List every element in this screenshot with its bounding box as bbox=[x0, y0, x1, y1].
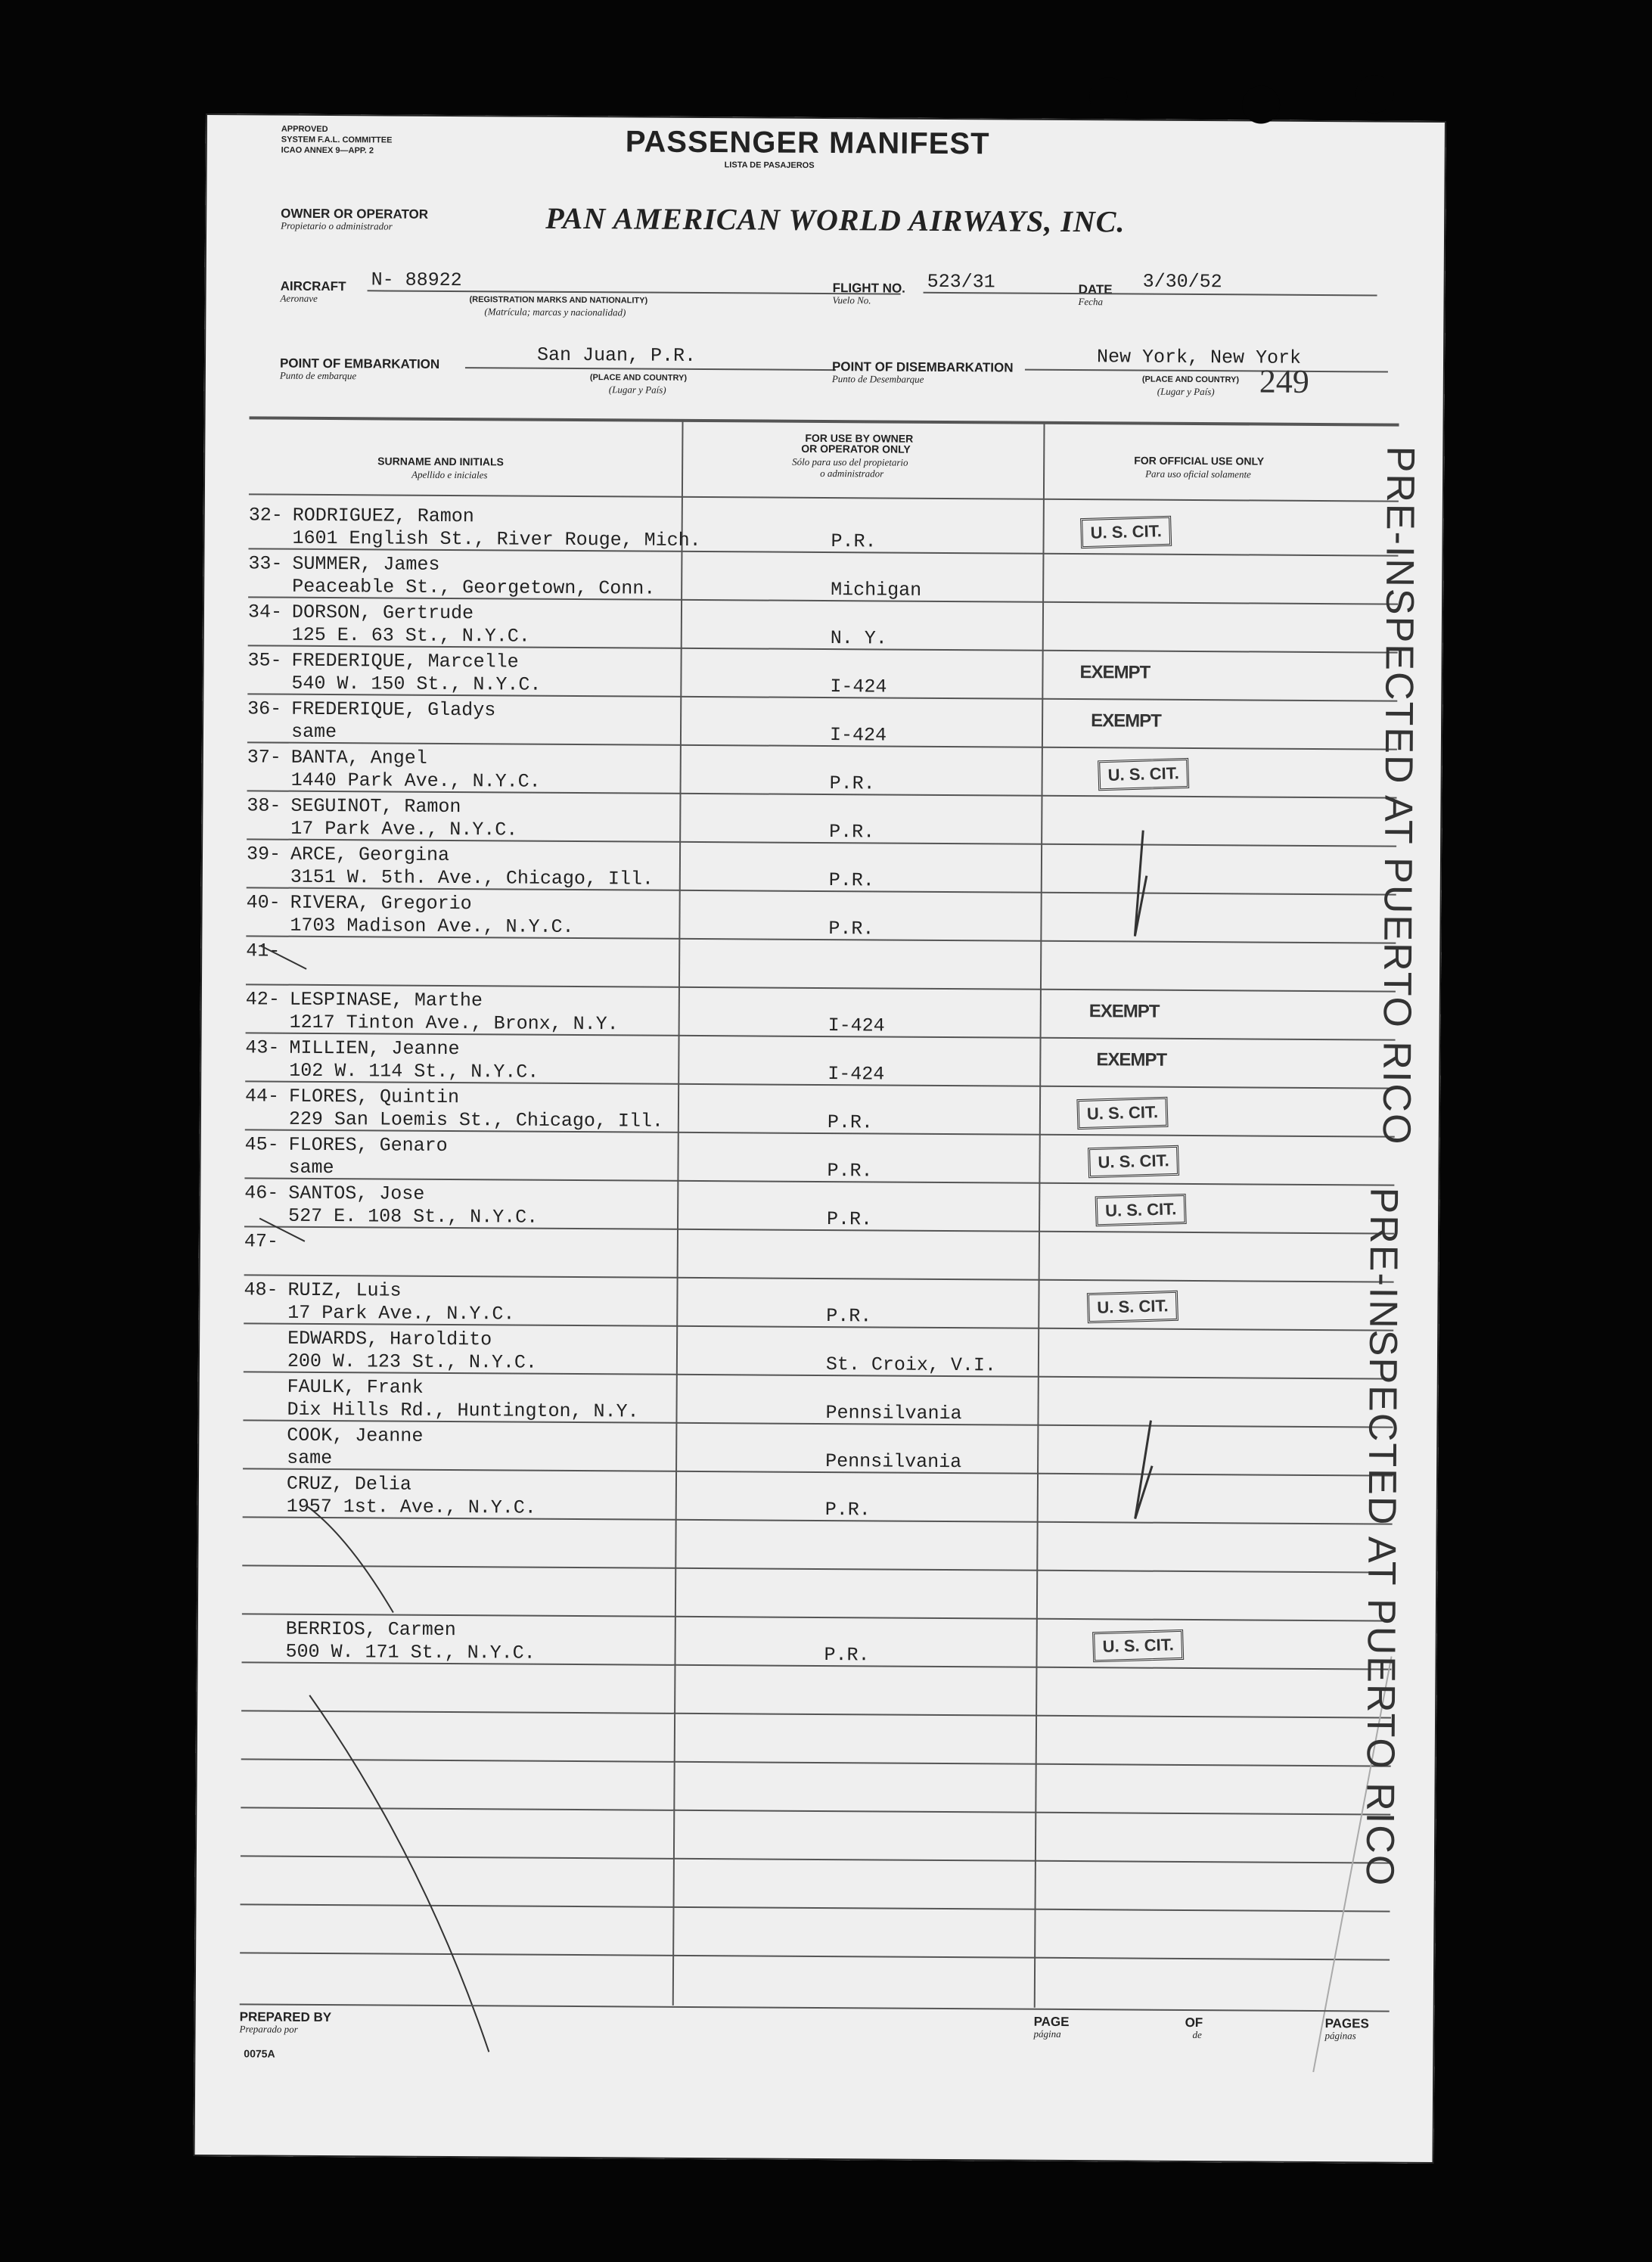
passenger-number: 32- bbox=[248, 504, 283, 527]
passenger-number: 48- bbox=[244, 1279, 278, 1301]
us-citizen-stamp: U. S. CIT. bbox=[1098, 758, 1189, 791]
prepared-by-label: PREPARED BY bbox=[239, 2009, 332, 2025]
column-header-owner: OR OPERATOR ONLY bbox=[801, 442, 911, 455]
passenger-address: 1703 Madison Ave., N.Y.C. bbox=[290, 914, 574, 938]
owner-use-entry: I-424 bbox=[828, 1063, 885, 1086]
column-header-official: FOR OFFICIAL USE ONLY bbox=[1134, 454, 1265, 468]
passenger-name: COOK, Jeanne bbox=[287, 1424, 424, 1447]
owner-use-entry: P.R. bbox=[829, 772, 875, 795]
column-header-surname-es: Apellido e iniciales bbox=[411, 468, 488, 481]
passenger-name: FLORES, Genaro bbox=[288, 1133, 448, 1157]
passenger-name: RODRIGUEZ, Ramon bbox=[292, 504, 474, 528]
passenger-address: same bbox=[287, 1446, 333, 1470]
passenger-name: FREDERIQUE, Gladys bbox=[291, 698, 496, 722]
aircraft-label-es: Aeronave bbox=[280, 292, 318, 304]
place-note: (PLACE AND COUNTRY) bbox=[1141, 374, 1240, 385]
passenger-address: 527 E. 108 St., N.Y.C. bbox=[288, 1204, 539, 1229]
passenger-address: 3151 W. 5th. Ave., Chicago, Ill. bbox=[290, 865, 654, 890]
passenger-address: 500 W. 171 St., N.Y.C. bbox=[285, 1640, 536, 1664]
passenger-number: 34- bbox=[247, 601, 283, 623]
passenger-number: 43- bbox=[245, 1036, 280, 1059]
passenger-name: LESPINASE, Marthe bbox=[289, 988, 483, 1012]
manifest-page bbox=[194, 113, 1446, 2164]
owner-use-entry: P.R. bbox=[826, 1208, 873, 1231]
us-citizen-stamp: U. S. CIT. bbox=[1076, 1097, 1168, 1129]
exempt-stamp: EXEMPT bbox=[1088, 1001, 1160, 1022]
us-citizen-stamp: U. S. CIT. bbox=[1087, 1291, 1178, 1323]
passenger-address: 229 San Loemis St., Chicago, Ill. bbox=[288, 1108, 664, 1133]
form-number: 0075A bbox=[244, 2047, 275, 2060]
owner-use-entry: P.R. bbox=[829, 821, 875, 844]
owner-use-entry: Pennsilvania bbox=[825, 1450, 962, 1474]
date-label-es: Fecha bbox=[1078, 296, 1104, 308]
owner-use-entry: I-424 bbox=[830, 676, 887, 698]
us-citizen-stamp: U. S. CIT. bbox=[1088, 1145, 1179, 1178]
passenger-number: 36- bbox=[247, 698, 282, 720]
of-label: OF bbox=[1185, 2015, 1203, 2031]
punch-hole bbox=[1242, 85, 1280, 123]
owner-use-entry: P.R. bbox=[828, 918, 874, 940]
owner-label-es: Propietario o administrador bbox=[281, 219, 393, 232]
passenger-address: same bbox=[290, 720, 337, 744]
us-citizen-stamp: U. S. CIT. bbox=[1080, 516, 1172, 548]
column-header-owner: FOR USE BY OWNER bbox=[805, 431, 914, 445]
passenger-address: 102 W. 114 St., N.Y.C. bbox=[289, 1059, 539, 1083]
embark-label: POINT OF EMBARKATION bbox=[279, 356, 440, 371]
passenger-name: ARCE, Georgina bbox=[290, 843, 450, 866]
passenger-address: 540 W. 150 St., N.Y.C. bbox=[291, 672, 542, 696]
owner-use-entry: I-424 bbox=[828, 1014, 885, 1037]
owner-value: PAN AMERICAN WORLD AIRWAYS, INC. bbox=[545, 200, 1126, 239]
passenger-address: 17 Park Ave., N.Y.C. bbox=[290, 817, 518, 841]
passenger-address: Dix Hills Rd., Huntington, N.Y. bbox=[287, 1398, 639, 1423]
owner-use-entry: I-424 bbox=[829, 724, 887, 747]
side-stamp: PRE-INSPECTED AT PUERTO RICO bbox=[1374, 446, 1423, 1146]
owner-use-entry: St. Croix, V.I. bbox=[825, 1353, 997, 1377]
disembark-label-es: Punto de Desembarque bbox=[831, 373, 924, 385]
owner-use-entry: P.R. bbox=[824, 1499, 871, 1521]
exempt-stamp: EXEMPT bbox=[1079, 662, 1150, 683]
us-citizen-stamp: U. S. CIT. bbox=[1092, 1630, 1184, 1662]
passenger-number: 44- bbox=[244, 1085, 280, 1108]
passenger-address: 17 Park Ave., N.Y.C. bbox=[287, 1301, 515, 1325]
place-note-es: (Lugar y País) bbox=[1157, 385, 1215, 398]
passenger-number: 47- bbox=[244, 1230, 278, 1253]
embark-value: San Juan, P.R. bbox=[536, 343, 697, 367]
owner-use-entry: P.R. bbox=[828, 869, 874, 892]
page-label: PAGE bbox=[1033, 2014, 1070, 2030]
column-header-surname: SURNAME AND INITIALS bbox=[377, 455, 504, 468]
owner-use-entry: Pennsilvania bbox=[825, 1402, 962, 1425]
page-title: PASSENGER MANIFEST bbox=[625, 125, 990, 161]
us-citizen-stamp: U. S. CIT. bbox=[1095, 1194, 1187, 1226]
passenger-name: MILLIEN, Jeanne bbox=[289, 1036, 460, 1061]
passenger-name: EDWARDS, Haroldito bbox=[287, 1327, 492, 1351]
owner-use-entry: Michigan bbox=[831, 579, 922, 601]
passenger-number: 42- bbox=[245, 988, 280, 1011]
column-header-owner-es: Sólo para uso del propietario bbox=[792, 455, 908, 468]
passenger-number: 33- bbox=[248, 552, 283, 575]
of-label-es: de bbox=[1192, 2029, 1202, 2041]
date-value: 3/30/52 bbox=[1142, 270, 1222, 294]
passenger-name: SUMMER, James bbox=[292, 552, 440, 576]
aircraft-label: AIRCRAFT bbox=[280, 278, 346, 294]
aircraft-note-es: (Matrícula; marcas y nacionalidad) bbox=[484, 306, 626, 318]
pages-label: PAGES bbox=[1324, 2016, 1369, 2031]
owner-use-entry: P.R. bbox=[827, 1160, 873, 1182]
passenger-address: Peaceable St., Georgetown, Conn. bbox=[292, 575, 656, 600]
passenger-address: same bbox=[288, 1156, 334, 1179]
passenger-number: 45- bbox=[244, 1133, 279, 1156]
passenger-name: RUIZ, Luis bbox=[287, 1279, 402, 1302]
approval-line: SYSTEM F.A.L. COMMITTEE bbox=[281, 135, 393, 145]
column-header-owner-es: o administrador bbox=[820, 467, 884, 480]
passenger-name: CRUZ, Delia bbox=[286, 1472, 412, 1496]
passenger-number: 37- bbox=[247, 746, 281, 769]
passenger-number: 35- bbox=[247, 649, 282, 672]
passenger-address: 1957 1st. Ave., N.Y.C. bbox=[286, 1495, 536, 1519]
page-title-es: LISTA DE PASAJEROS bbox=[724, 160, 815, 170]
disembark-value: New York, New York bbox=[1096, 346, 1302, 369]
passenger-name: DORSON, Gertrude bbox=[291, 601, 474, 625]
passenger-address: 1217 Tinton Ave., Bronx, N.Y. bbox=[289, 1011, 619, 1036]
owner-use-entry: P.R. bbox=[827, 1111, 873, 1134]
approval-line: ICAO ANNEX 9—APP. 2 bbox=[281, 145, 374, 156]
owner-use-entry: P.R. bbox=[831, 530, 877, 553]
flight-value: 523/31 bbox=[927, 270, 995, 294]
owner-use-entry: P.R. bbox=[824, 1644, 870, 1667]
aircraft-note: (REGISTRATION MARKS AND NATIONALITY) bbox=[469, 295, 648, 306]
exempt-stamp: EXEMPT bbox=[1091, 710, 1161, 732]
passenger-name: FLORES, Quintin bbox=[288, 1085, 460, 1109]
passenger-number: 40- bbox=[246, 891, 281, 914]
owner-use-entry: P.R. bbox=[826, 1305, 872, 1328]
passenger-name: SEGUINOT, Ramon bbox=[290, 794, 461, 819]
passenger-name: FREDERIQUE, Marcelle bbox=[291, 649, 519, 673]
pages-label-es: páginas bbox=[1324, 2030, 1356, 2042]
passenger-name: FAULK, Frank bbox=[287, 1375, 424, 1399]
page-number: 249 bbox=[1259, 362, 1310, 400]
date-label: DATE bbox=[1078, 282, 1113, 297]
approval-line: APPROVED bbox=[281, 124, 328, 134]
passenger-number: 46- bbox=[244, 1182, 279, 1204]
aircraft-value: N- 88922 bbox=[371, 269, 462, 292]
passenger-number: 39- bbox=[246, 843, 281, 865]
flight-label: FLIGHT NO. bbox=[832, 281, 905, 296]
page-label-es: página bbox=[1033, 2027, 1061, 2040]
passenger-name: BERRIOS, Carmen bbox=[285, 1617, 456, 1642]
passenger-address: 1440 Park Ave., N.Y.C. bbox=[290, 769, 541, 793]
passenger-address: 200 W. 123 St., N.Y.C. bbox=[287, 1350, 538, 1374]
column-header-official-es: Para uso oficial solamente bbox=[1145, 468, 1251, 480]
punch-hole bbox=[1089, 77, 1127, 115]
pen-marks bbox=[194, 113, 1446, 2164]
passenger-address: 125 E. 63 St., N.Y.C. bbox=[291, 623, 530, 648]
flight-label-es: Vuelo No. bbox=[832, 294, 871, 306]
owner-label: OWNER OR OPERATOR bbox=[281, 206, 429, 222]
side-stamp: PRE-INSPECTED AT PUERTO RICO bbox=[1357, 1187, 1406, 1888]
passenger-number: 38- bbox=[247, 794, 281, 817]
passenger-name: RIVERA, Gregorio bbox=[290, 891, 472, 915]
passenger-address: 1601 English St., River Rouge, Mich. bbox=[292, 527, 701, 552]
passenger-name: SANTOS, Jose bbox=[288, 1182, 425, 1205]
embark-label-es: Punto de embarque bbox=[279, 369, 357, 382]
place-note: (PLACE AND COUNTRY) bbox=[589, 373, 688, 383]
passenger-name: BANTA, Angel bbox=[290, 746, 427, 769]
punch-hole bbox=[1355, 75, 1393, 113]
place-note-es: (Lugar y País) bbox=[608, 384, 666, 396]
passenger-number: 41- bbox=[246, 940, 281, 962]
owner-use-entry: N. Y. bbox=[830, 627, 887, 650]
exempt-stamp: EXEMPT bbox=[1096, 1049, 1167, 1070]
disembark-label: POINT OF DISEMBARKATION bbox=[831, 359, 1014, 375]
prepared-by-label-es: Preparado por bbox=[239, 2023, 298, 2035]
